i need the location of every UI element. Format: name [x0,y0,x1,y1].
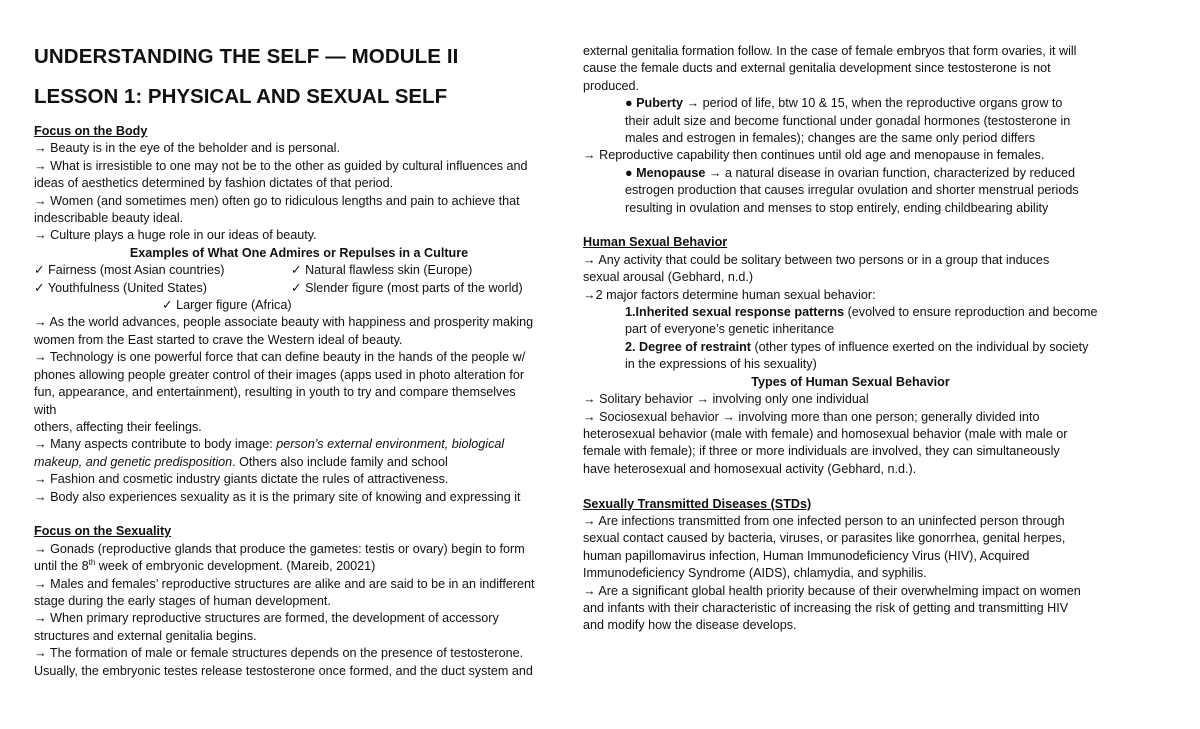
arrow-icon: → [34,228,47,243]
body-line: → Women (and sometimes men) often go to ridiculous lengths and pain to achieve that [34,193,520,208]
body-line: cause the female ducts and external genitalia development since testosterone is not [583,61,1051,76]
puberty-item: ● Puberty → period of life, btw 10 & 15, when the reproductive organs grow to [625,96,1063,111]
example-item: ✓ Slender figure (most parts of the world) [291,280,523,295]
focus-body-heading: Focus on the Body [34,124,148,138]
arrow-icon: → [34,472,47,487]
body-line: → As the world advances, people associate beauty with happiness and prosperity making [34,315,534,330]
arrow-icon: → [583,287,596,302]
arrow-icon: → [583,583,596,598]
arrow-icon: → [34,541,47,556]
body-line: until the 8th week of embryonic development. (Mareib, 20021) [34,557,376,574]
body-line: sexual arousal (Gebhard, n.d.) [583,270,754,285]
body-line: others, affecting their feelings. [34,419,202,434]
body-line: heterosexual behavior (male with female) and homosexual behavior (male with male or [583,426,1068,441]
arrow-icon: → [34,576,47,591]
body-line: ideas of aesthetics determined by fashion dictates of that period. [34,176,394,191]
body-line: resulting in ovulation and menses to stop entirely, ending childbearing ability [625,200,1049,215]
body-line: → Are a significant global health priority because of their overwhelming impact on women [583,583,1081,598]
lesson-title: LESSON 1: PHYSICAL AND SEXUAL SELF [34,85,448,108]
example-item: ✓ Youthfulness (United States) [34,280,207,295]
body-line: fun, appearance, and entertainment), resulting in youth to try and compare themselves [34,385,516,400]
body-line: →2 major factors determine human sexual behavior: [583,287,876,302]
arrow-icon: → [583,409,596,424]
factor-item: 1.Inherited sexual response patterns (evolved to ensure reproduction and become [625,305,1098,320]
arrow-icon: → [583,392,596,407]
body-line: → Gonads (reproductive glands that produce the gametes: testis or ovary) begin to form [34,541,525,556]
body-line: Immunodeficiency Syndrome (AIDS), chlamydia, and syphilis. [583,566,927,581]
arrow-icon: → [708,165,722,180]
body-line: → Many aspects contribute to body image: person’s external environment, biological [34,437,505,452]
body-line: → Any activity that could be solitary between two persons or in a group that induces [583,252,1050,267]
arrow-icon: → [722,409,735,424]
body-line: female with female); if three or more individuals are involved, they can simultaneously [583,444,1060,459]
arrow-icon: → [583,513,596,528]
arrow-icon: → [34,437,47,452]
body-line: have heterosexual and homosexual activity (Gebhard, n.d.). [583,461,917,476]
stds-heading: Sexually Transmitted Diseases (STDs) [583,496,812,511]
body-line: → When primary reproductive structures are formed, the development of accessory [34,611,499,626]
bullet-icon: ● [625,96,633,111]
body-line: women from the East started to crave the Western ideal of beauty. [34,332,403,347]
body-line: part of everyone’s genetic inheritance [625,322,835,337]
body-line: structures and external genitalia begins. [34,628,257,643]
focus-sexuality-heading: Focus on the Sexuality [34,524,172,539]
body-line: → Solitary behavior → involving only one individual [583,392,869,407]
body-line: stage during the early stages of human development. [34,593,331,608]
examples-row [34,280,564,297]
document-title: UNDERSTANDING THE SELF — MODULE II [34,45,459,68]
arrow-icon: → [34,489,47,504]
body-line: and infants with their characteristic of increasing the risk of getting and transmitting HIV [583,600,1069,615]
body-line: their adult size and become functional under gonadal hormones (testosterone in [625,113,1071,128]
examples-row [34,262,564,279]
types-title: Types of Human Sexual Behavior [751,374,950,389]
body-line: external genitalia formation follow. In the case of female embryos that form ovaries, it will [583,44,1077,58]
arrow-icon: → [696,392,709,407]
arrow-icon: → [34,646,47,661]
menopause-item: ● Menopause → a natural disease in ovarian function, characterized by reduced [625,165,1076,180]
body-line: sexual contact caused by bacteria, viruses, or parasites like gonorrhea, genital herpes, [583,531,1066,546]
behavior-heading: Human Sexual Behavior [583,235,728,250]
body-line: → The formation of male or female structures depends on the presence of testosterone. [34,646,524,661]
body-line: Usually, the embryonic testes release testosterone once formed, and the duct system and [34,663,533,678]
body-line: produced. [583,78,640,93]
arrow-icon: → [34,350,47,365]
check-icon: ✓ [34,263,45,278]
body-line: → Sociosexual behavior → involving more than one person; generally divided into [583,409,1040,424]
example-item: ✓ Natural flawless skin (Europe) [291,263,473,278]
arrow-icon: → [583,252,596,267]
example-item: ✓ Fairness (most Asian countries) [34,263,225,278]
arrow-icon: → [34,315,47,330]
arrow-icon: → [686,96,700,111]
body-line: → Beauty is in the eye of the beholder and is personal. [34,141,340,156]
body-line: indescribable beauty ideal. [34,211,184,226]
example-item: ✓ Larger figure (Africa) [162,298,292,313]
body-line: → Technology is one powerful force that can define beauty in the hands of the people w/ [34,350,526,365]
bullet-icon: ● [625,165,633,180]
arrow-icon: → [34,158,47,173]
body-line: human papillomavirus infection, Human Immunodeficiency Virus (HIV), Acquired [583,548,1030,563]
body-line: → Culture plays a huge role in our ideas of beauty. [34,228,317,243]
body-line: males and estrogen in females); changes are the same only period differs [625,131,1035,146]
body-line: phones allowing people greater control of their images (apps used in photo alteration for [34,367,525,382]
right-column [583,43,1118,635]
body-line: with [34,402,57,417]
factor-item: 2. Degree of restraint (other types of influence exerted on the individual by society [625,339,1089,354]
arrow-icon: → [583,148,596,163]
body-line: → Reproductive capability then continues until old age and menopause in females. [583,148,1045,163]
arrow-icon: → [34,611,47,626]
body-line: makeup, and genetic predisposition. Others also include family and school [34,454,448,469]
body-line: → Body also experiences sexuality as it is the primary site of knowing and expressing it [34,489,521,504]
examples-title: Examples of What One Admires or Repulses in a Culture [129,245,469,260]
body-line: and modify how the disease develops. [583,618,797,633]
body-line: → Fashion and cosmetic industry giants dictate the rules of attractiveness. [34,472,449,487]
check-icon: ✓ [34,280,45,295]
arrow-icon: → [34,141,47,156]
body-line: estrogen production that causes irregular ovulation and shorter menstrual periods [625,183,1079,198]
body-line: → Are infections transmitted from one infected person to an uninfected person through [583,513,1065,528]
body-line: → What is irresistible to one may not be to the other as guided by cultural influences and [34,158,528,173]
check-icon: ✓ [291,280,302,295]
arrow-icon: → [34,193,47,208]
check-icon: ✓ [291,263,302,278]
body-line: → Males and females’ reproductive structures are alike and are said to be in an indifferent [34,576,535,591]
body-line: in the expressions of his sexuality) [625,357,817,372]
check-icon: ✓ [162,298,173,313]
left-column [34,123,564,680]
